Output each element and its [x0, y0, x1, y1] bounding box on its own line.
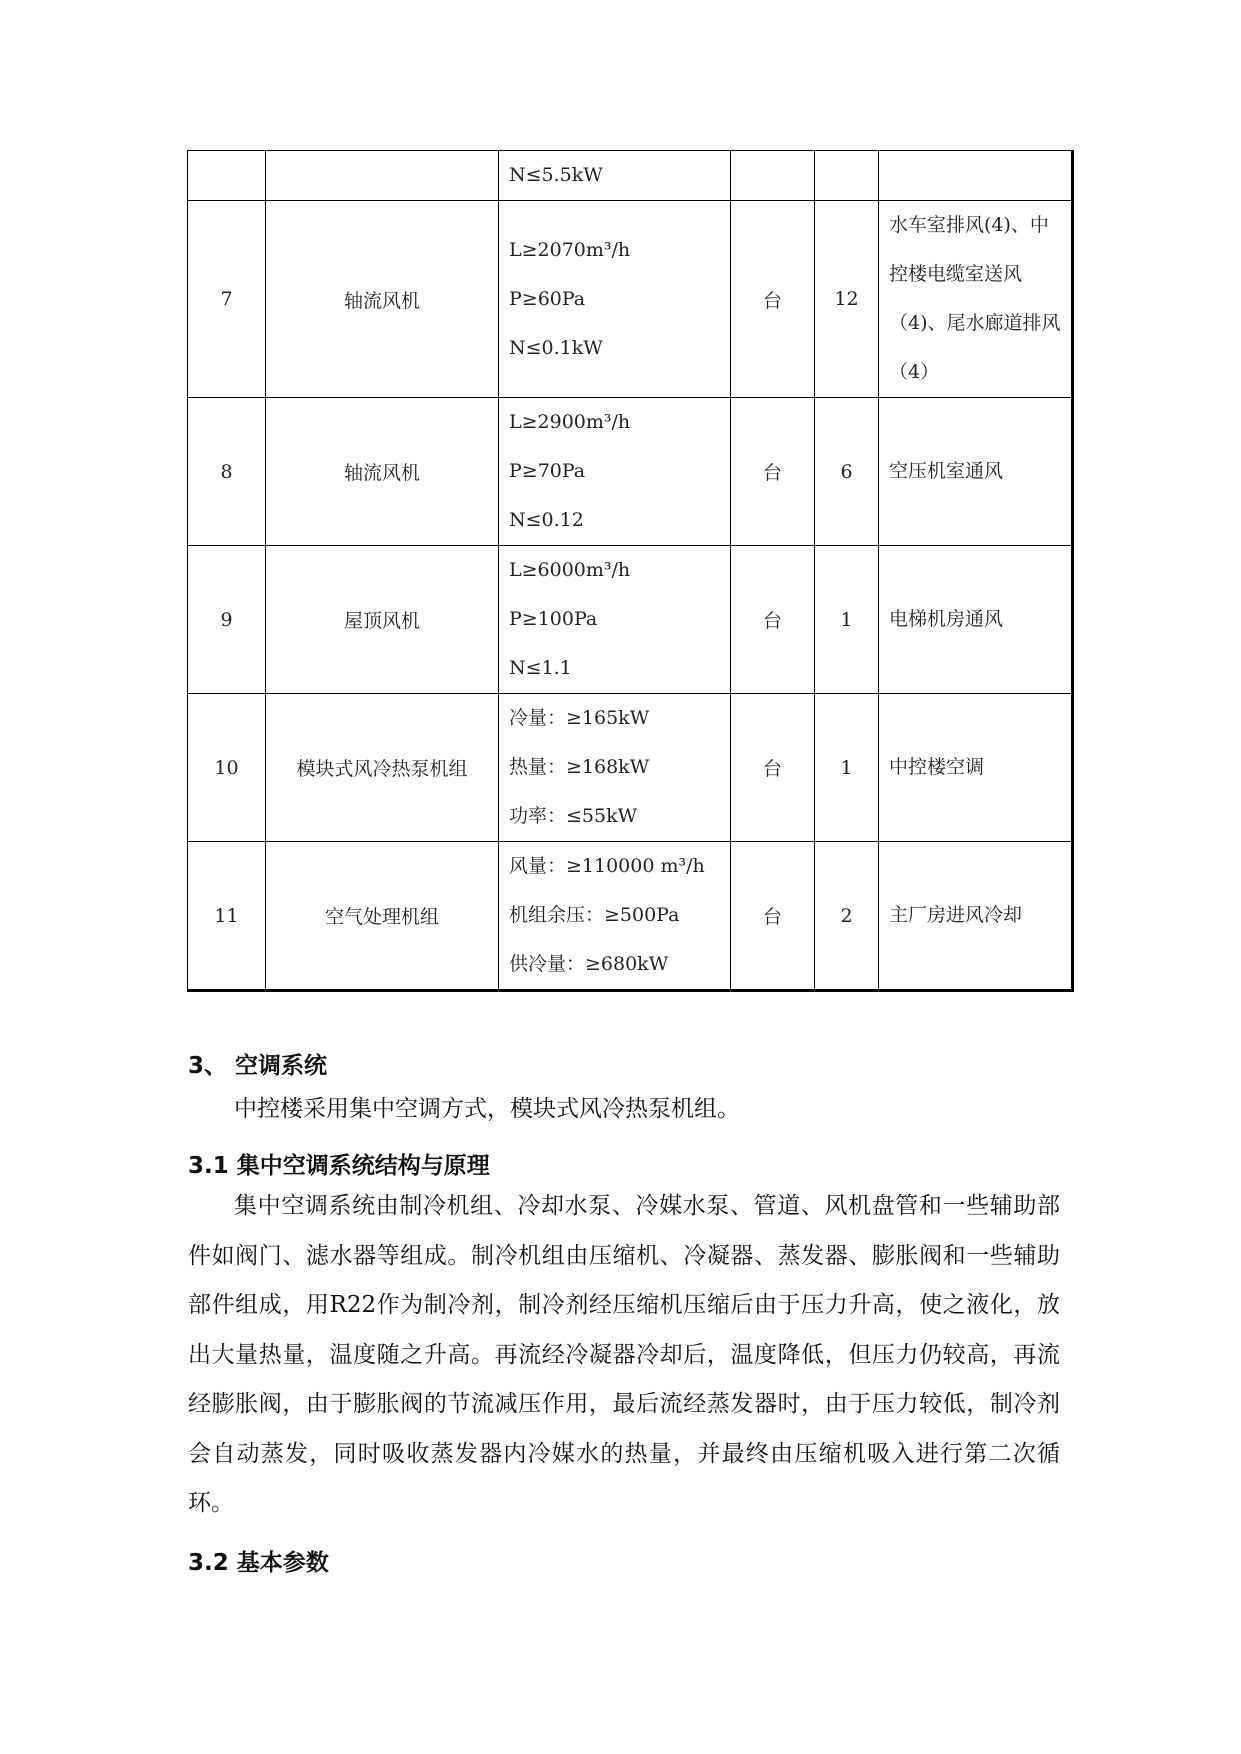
spec-line: P≥60Pa: [509, 287, 586, 310]
spec-line: 功率：≤55kW: [509, 805, 638, 827]
cell-unit: 台: [731, 546, 815, 694]
spec-line: L≥2070m³/h: [509, 238, 631, 261]
spec-line: 热量：≥168kW: [509, 756, 650, 778]
table-row: [188, 151, 1073, 201]
spec-line: N≤1.1: [509, 657, 572, 679]
cell-unit: 台: [731, 201, 815, 398]
cell-qty: 2: [815, 842, 879, 991]
section-heading-3: 3、 空调系统: [188, 1053, 328, 1079]
table-row: [188, 842, 1073, 991]
spec-line: 机组余压：≥500Pa: [509, 904, 680, 926]
cell-qty: 6: [815, 398, 879, 546]
spec-line: L≥6000m³/h: [509, 559, 631, 581]
spec-line: N≤0.12: [509, 509, 584, 531]
cell-unit: 台: [731, 398, 815, 546]
spec-line: 供冷量：≥680kW: [509, 953, 669, 975]
cell-spec: [499, 151, 731, 201]
cell-no: 11: [188, 842, 266, 991]
cell-use: 空压机室通风: [879, 398, 1073, 546]
equipment-table: [187, 150, 1074, 992]
cell-no: 10: [188, 694, 266, 842]
cell-use: 主厂房进风冷却: [879, 842, 1073, 991]
section-heading-3-2: 3.2 基本参数: [188, 1550, 329, 1576]
cell-spec: [499, 201, 731, 398]
cell-no: 9: [188, 546, 266, 694]
cell-name: 屋顶风机: [266, 546, 499, 694]
cell-use: 水车室排风(4)、中控楼电缆室送风（4)、尾水廊道排风（4）: [879, 201, 1073, 398]
cell-spec: [499, 398, 731, 546]
cell-spec: [499, 546, 731, 694]
cell-spec: [499, 694, 731, 842]
cell-qty: 1: [815, 694, 879, 842]
table-row: [188, 201, 1073, 398]
cell-qty: [815, 151, 879, 201]
cell-unit: [731, 151, 815, 201]
cell-name: 模块式风冷热泵机组: [266, 694, 499, 842]
section-3-1-paragraph: 集中空调系统由制冷机组、冷却水泵、冷媒水泵、管道、风机盘管和一些辅助部件如阀门、滤水器等组成。制冷机组由压缩机、冷凝器、蒸发器、膨胀阀和一些辅助部件组成，用R22作为制冷剂，制冷剂经压缩机压缩后由于压力升高，使之液化，放出大量热量，温度随之升高。再流经冷凝器冷却后，温度降低，但压力仍较高，再流经膨胀阀，由于膨胀阀的节流减压作用，最后流经蒸发器时，由于压力较低，制冷剂会自动蒸发，同时吸收蒸发器内冷媒水的热量，并最终由压缩机吸入进行第二次循环。: [188, 1193, 1060, 1516]
spec-line: L≥2900m³/h: [509, 411, 631, 433]
spec-line: N≤0.1kW: [509, 336, 603, 359]
cell-unit: 台: [731, 694, 815, 842]
spec-line: P≥70Pa: [509, 460, 586, 482]
table-row: [188, 398, 1073, 546]
cell-name: [266, 151, 499, 201]
table-row: [188, 546, 1073, 694]
table-row: [188, 694, 1073, 842]
cell-use: 电梯机房通风: [879, 546, 1073, 694]
cell-use: [879, 151, 1073, 201]
cell-name: 空气处理机组: [266, 842, 499, 991]
cell-no: [188, 151, 266, 201]
section-heading-3-1: 3.1 集中空调系统结构与原理: [188, 1153, 490, 1179]
spec-line: P≥100Pa: [509, 608, 598, 630]
cell-qty: 12: [815, 201, 879, 398]
cell-no: 8: [188, 398, 266, 546]
spec-line: 冷量：≥165kW: [509, 707, 650, 729]
cell-no: 7: [188, 201, 266, 398]
cell-qty: 1: [815, 546, 879, 694]
cell-name: 轴流风机: [266, 398, 499, 546]
spec-line: N≤5.5kW: [509, 164, 603, 186]
cell-unit: 台: [731, 842, 815, 991]
cell-spec: [499, 842, 731, 991]
cell-name: 轴流风机: [266, 201, 499, 398]
cell-use: 中控楼空调: [879, 694, 1073, 842]
spec-line: 风量：≥110000 m³/h: [509, 855, 705, 877]
section-3-intro: 中控楼采用集中空调方式，模块式风冷热泵机组。: [234, 1096, 740, 1122]
